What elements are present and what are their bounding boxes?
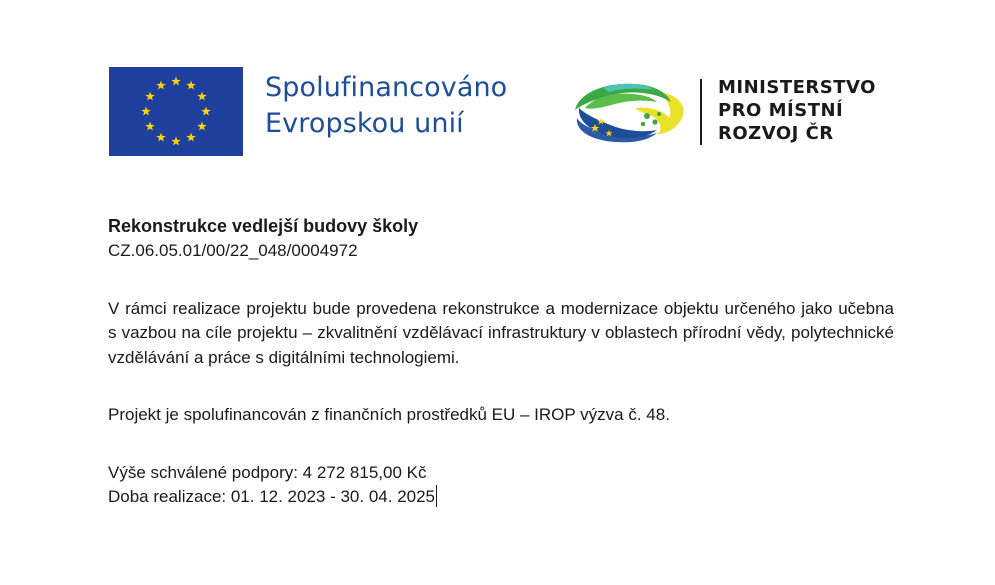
realization-period-text: Doba realizace: 01. 12. 2023 - 30. 04. 2025 (108, 487, 436, 506)
funding-note: Projekt je spolufinancován z finančních prostředků EU – IROP výzva č. 48. (108, 405, 670, 424)
eu-line-1: Spolufinancováno (265, 72, 508, 103)
logo-divider (700, 79, 702, 145)
project-code: CZ.06.05.01/00/22_048/0004972 (108, 241, 358, 260)
project-description: V rámci realizace projektu bude provedena rekonstrukce a modernizace objektu určeného jako učebna s vazbou na cíle projektu – zkvalitnění vzdělávací infrastruktury v oblastech přírodní vědy, polytechnické vzdělávání a práce s digitálními technologiemi. (108, 298, 894, 367)
support-amount: Výše schválené podpory: 4 272 815,00 Kč (108, 462, 427, 482)
project-details (108, 461, 894, 510)
ministry-line-1: MINISTERSTVO (718, 77, 876, 98)
eu-flag-icon (109, 67, 243, 156)
project-title: Rekonstrukce vedlejší budovy školy (108, 216, 419, 236)
document-body[interactable] (108, 214, 894, 510)
eu-cofinancing-label (265, 70, 545, 142)
eu-line-2: Evropskou unií (265, 108, 464, 139)
ministry-name (718, 76, 876, 145)
mmr-logo-icon (573, 78, 688, 144)
ministry-line-2: PRO MÍSTNÍ (718, 100, 844, 121)
text-cursor (436, 485, 437, 507)
realization-period (108, 485, 894, 510)
ministry-line-3: ROZVOJ ČR (718, 123, 834, 144)
